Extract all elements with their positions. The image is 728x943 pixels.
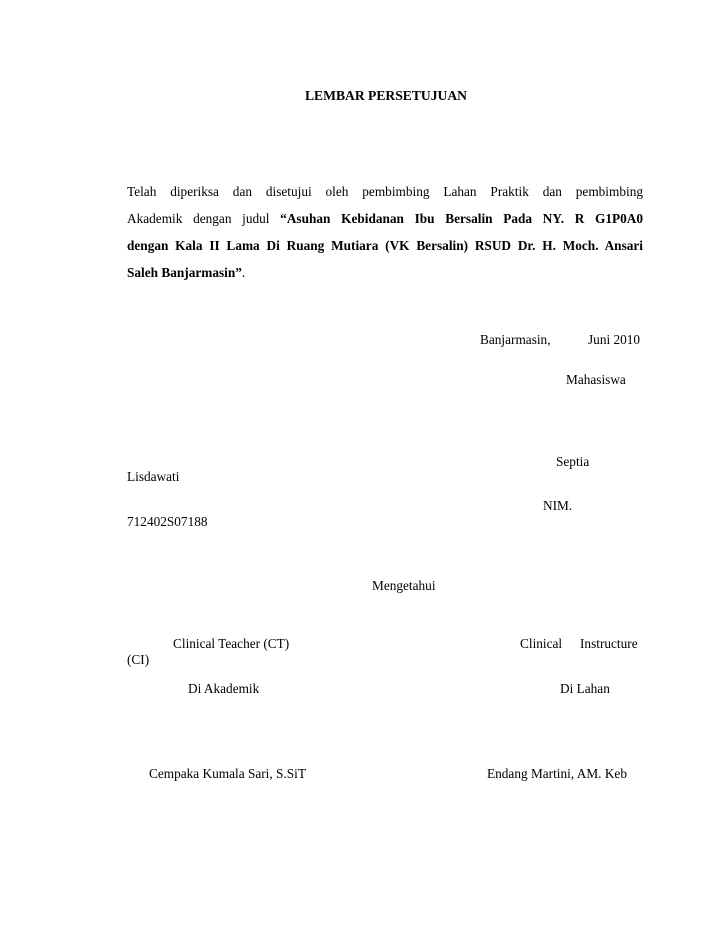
statement-line-1: Telah diperiksa dan disetujui oleh pembimbing Lahan Praktik dan pembimbing (127, 184, 643, 199)
left-signer-role: Clinical Teacher (CT) (173, 636, 290, 651)
statement-period: . (241, 265, 246, 280)
statement-text: Akademik dengan judul (127, 211, 281, 226)
thesis-title-part-3: Saleh Banjarmasin” (127, 265, 242, 280)
right-signer-role-cont: (CI) (127, 652, 150, 667)
left-signer-name: Cempaka Kumala Sari, S.SiT (149, 766, 306, 781)
approval-heading: Mengetahui (372, 578, 436, 593)
right-signer-role-word-1: Clinical (520, 636, 563, 651)
statement-line-2 (127, 205, 643, 232)
student-name-first: Septia (556, 454, 590, 469)
page-title: LEMBAR PERSETUJUAN (304, 88, 467, 103)
statement-line-4 (127, 259, 643, 286)
date-label: Juni 2010 (588, 332, 641, 347)
left-signer-location: Di Akademik (188, 681, 260, 696)
thesis-title-part-1: “Asuhan Kebidanan Ibu Bersalin Pada NY. R G1P0A0 (280, 211, 644, 226)
nim-value: 712402S07188 (127, 514, 208, 529)
thesis-title-part-2: dengan Kala II Lama Di Ruang Mutiara (VK Bersalin) RSUD Dr. H. Moch. Ansari (127, 238, 643, 253)
right-signer-location: Di Lahan (560, 681, 610, 696)
place-label: Banjarmasin, (480, 332, 551, 347)
student-role: Mahasiswa (566, 372, 626, 387)
right-signer-name: Endang Martini, AM. Keb (487, 766, 627, 781)
student-name-last: Lisdawati (127, 469, 180, 484)
right-signer-role-word-2: Instructure (580, 636, 638, 651)
nim-label: NIM. (543, 498, 573, 513)
approval-statement (127, 178, 643, 286)
